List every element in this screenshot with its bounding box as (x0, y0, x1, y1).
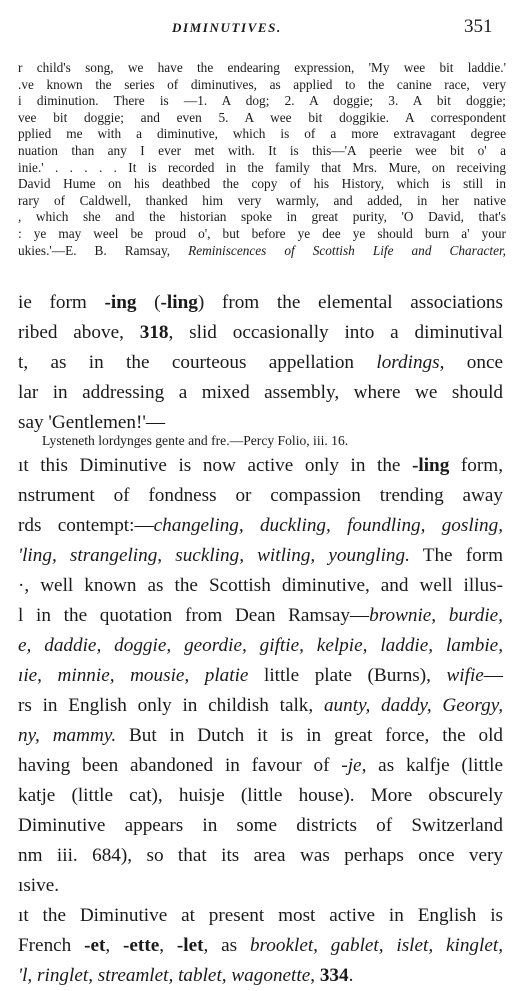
bold-term: -ling (412, 455, 450, 476)
line-text: , (159, 935, 177, 956)
line-text: ) from the elemental associations (197, 292, 503, 313)
text-line (0, 288, 503, 318)
text-line (0, 481, 503, 511)
line-text: . (348, 965, 354, 986)
text-line (0, 541, 503, 571)
quote-text: : ye may weel be proud o', but before ye dee ye should burn a' your (18, 225, 506, 241)
quote-line (0, 110, 506, 127)
text-line (0, 571, 503, 601)
text-line (0, 691, 503, 721)
quote-text: r child's song, we have the endearing expression, 'My wee bit laddie.' (18, 60, 506, 75)
text-line (0, 781, 503, 811)
line-text: katje (little cat), huisje (little house). More obscurely (18, 785, 503, 806)
text-line (0, 318, 503, 348)
bold-term: -ing (104, 292, 137, 313)
bold-term: -ling (160, 292, 198, 313)
text-line (0, 721, 503, 751)
line-text: t, as in the courteous appellation (18, 352, 377, 373)
quote-line (0, 60, 506, 77)
quote-text: pplied me with a diminutive, which is of a more extravagant degree (18, 126, 506, 142)
text-line (0, 348, 503, 378)
line-text: , (310, 965, 320, 986)
text-line (0, 901, 503, 931)
page-number: 351 (464, 16, 493, 37)
italic-term: ıie, minnie, mousie, platie (18, 665, 249, 686)
line-text: ıt this Diminutive is now active only in the (18, 455, 412, 476)
running-head: DIMINUTIVES. (172, 20, 282, 35)
quote-line (0, 126, 506, 143)
line-text: nm iii. 684), so that its area was perhaps once very (18, 845, 503, 866)
line-text: , (105, 935, 124, 956)
quote-line (0, 176, 506, 193)
italic-term: aunty, daddy, Georgy, (323, 695, 503, 716)
italic-term: 'ling, strangeling, suckling, witling, youngling. (18, 545, 410, 566)
line-text: ·, well known as the Scottish diminutive, and well illus- (18, 575, 503, 596)
quote-line (0, 77, 506, 94)
line-text: l in the quotation from Dean Ramsay— (18, 605, 370, 626)
italic-term: brooklet, gablet, islet, kinglet, (249, 935, 503, 956)
line-text: , slid occasionally into a diminutival (168, 322, 503, 343)
main-paragraph (0, 288, 510, 438)
bold-term: -let (176, 935, 204, 956)
quote-line (0, 243, 506, 260)
text-line (0, 511, 503, 541)
line-text: having been abandoned in favour of (18, 755, 342, 776)
line-text: say 'Gentlemen!'— (18, 412, 166, 433)
line-text: The form (409, 545, 503, 566)
second-paragraph (0, 451, 510, 991)
bold-term: 318 (139, 322, 169, 343)
line-text: little plate (Burns), (248, 665, 447, 686)
line-text: lar in addressing a mixed assembly, where we should (18, 382, 503, 403)
italic-term: lordings (376, 352, 440, 373)
line-text: rds contempt:— (18, 515, 154, 536)
italic-term: changeling, duckling, foundling, gosling, (153, 515, 503, 536)
text-line (0, 601, 503, 631)
citation-line: Lysteneth lordynges gente and fre.—Percy Folio, iii. 16. (42, 433, 349, 448)
text-line (0, 751, 503, 781)
italic-term: wifie (446, 665, 484, 686)
quote-text: i diminution. There is —1. A dog; 2. A doggie; 3. A bit doggie; (18, 93, 506, 109)
line-text: rs in English only in childish talk, (18, 695, 324, 716)
quote-line (0, 93, 506, 110)
indented-quotation (0, 60, 510, 259)
quote-line (0, 143, 506, 160)
italic-term: brownie, burdie, (369, 605, 503, 626)
italic-term: ny, mammy. (18, 725, 117, 746)
line-text: , as (203, 935, 250, 956)
line-text: , once (439, 352, 503, 373)
line-text: ısive. (18, 875, 60, 896)
line-text: form, (449, 455, 503, 476)
italic-term: -je (341, 755, 362, 776)
italic-term: e, daddie, doggie, geordie, giftie, kelpie, laddie, lambie, (18, 635, 503, 656)
italic-term: 'l, ringlet, streamlet, tablet, wagonette (18, 965, 311, 986)
quote-text: , which she and the historian spoke in great purity, 'O David, that's (18, 209, 506, 225)
quote-line (0, 160, 506, 177)
quote-text: rary of Caldwell, thanked him very warmly, and added, in her native (18, 192, 506, 208)
line-text: — (483, 665, 503, 686)
text-line (0, 378, 503, 408)
quote-text: vee bit doggie; and even 5. A wee bit doggikie. A correspondent (18, 109, 506, 125)
line-text: ( (136, 292, 161, 313)
quote-text: David Hume on his deathbed the copy of his History, which is still in (18, 176, 506, 192)
bold-term: 334 (319, 965, 349, 986)
page-header (0, 14, 517, 40)
line-text: nstrument of fondness or compassion trending away (18, 485, 503, 506)
text-line (0, 961, 503, 991)
text-line (0, 871, 503, 901)
text-line (0, 661, 503, 691)
quote-text: ukies.'—E. B. Ramsay, (18, 242, 189, 258)
bold-term: -ette (123, 935, 160, 956)
quote-text: inie.' . . . . . It is recorded in the family that Mrs. Mure, on receiving (18, 159, 506, 175)
quote-line (0, 226, 506, 243)
text-line (0, 811, 503, 841)
bold-term: -et (84, 935, 106, 956)
line-text: , as kalfje (little (361, 755, 503, 776)
text-line (0, 451, 503, 481)
quote-text: .ve known the series of diminutives, as applied to the canine race, very (18, 76, 506, 92)
text-line (0, 841, 503, 871)
line-text: French (18, 935, 85, 956)
quote-line (0, 193, 506, 210)
quote-italic-text: Reminiscences of Scottish Life and Character, (188, 242, 507, 258)
line-text: But in Dutch it is in great force, the old (116, 725, 504, 746)
line-text: ıt the Diminutive at present most active in English is (18, 905, 503, 926)
text-line (0, 631, 503, 661)
line-text: ie form (18, 292, 105, 313)
line-text: Diminutive appears in some districts of Switzerland (18, 815, 503, 836)
text-line (0, 931, 503, 961)
quote-text: nuation than any I ever met with. It is this—'A peerie wee bit o' a (18, 142, 506, 158)
quote-line (0, 209, 506, 226)
line-text: ribed above, (18, 322, 140, 343)
